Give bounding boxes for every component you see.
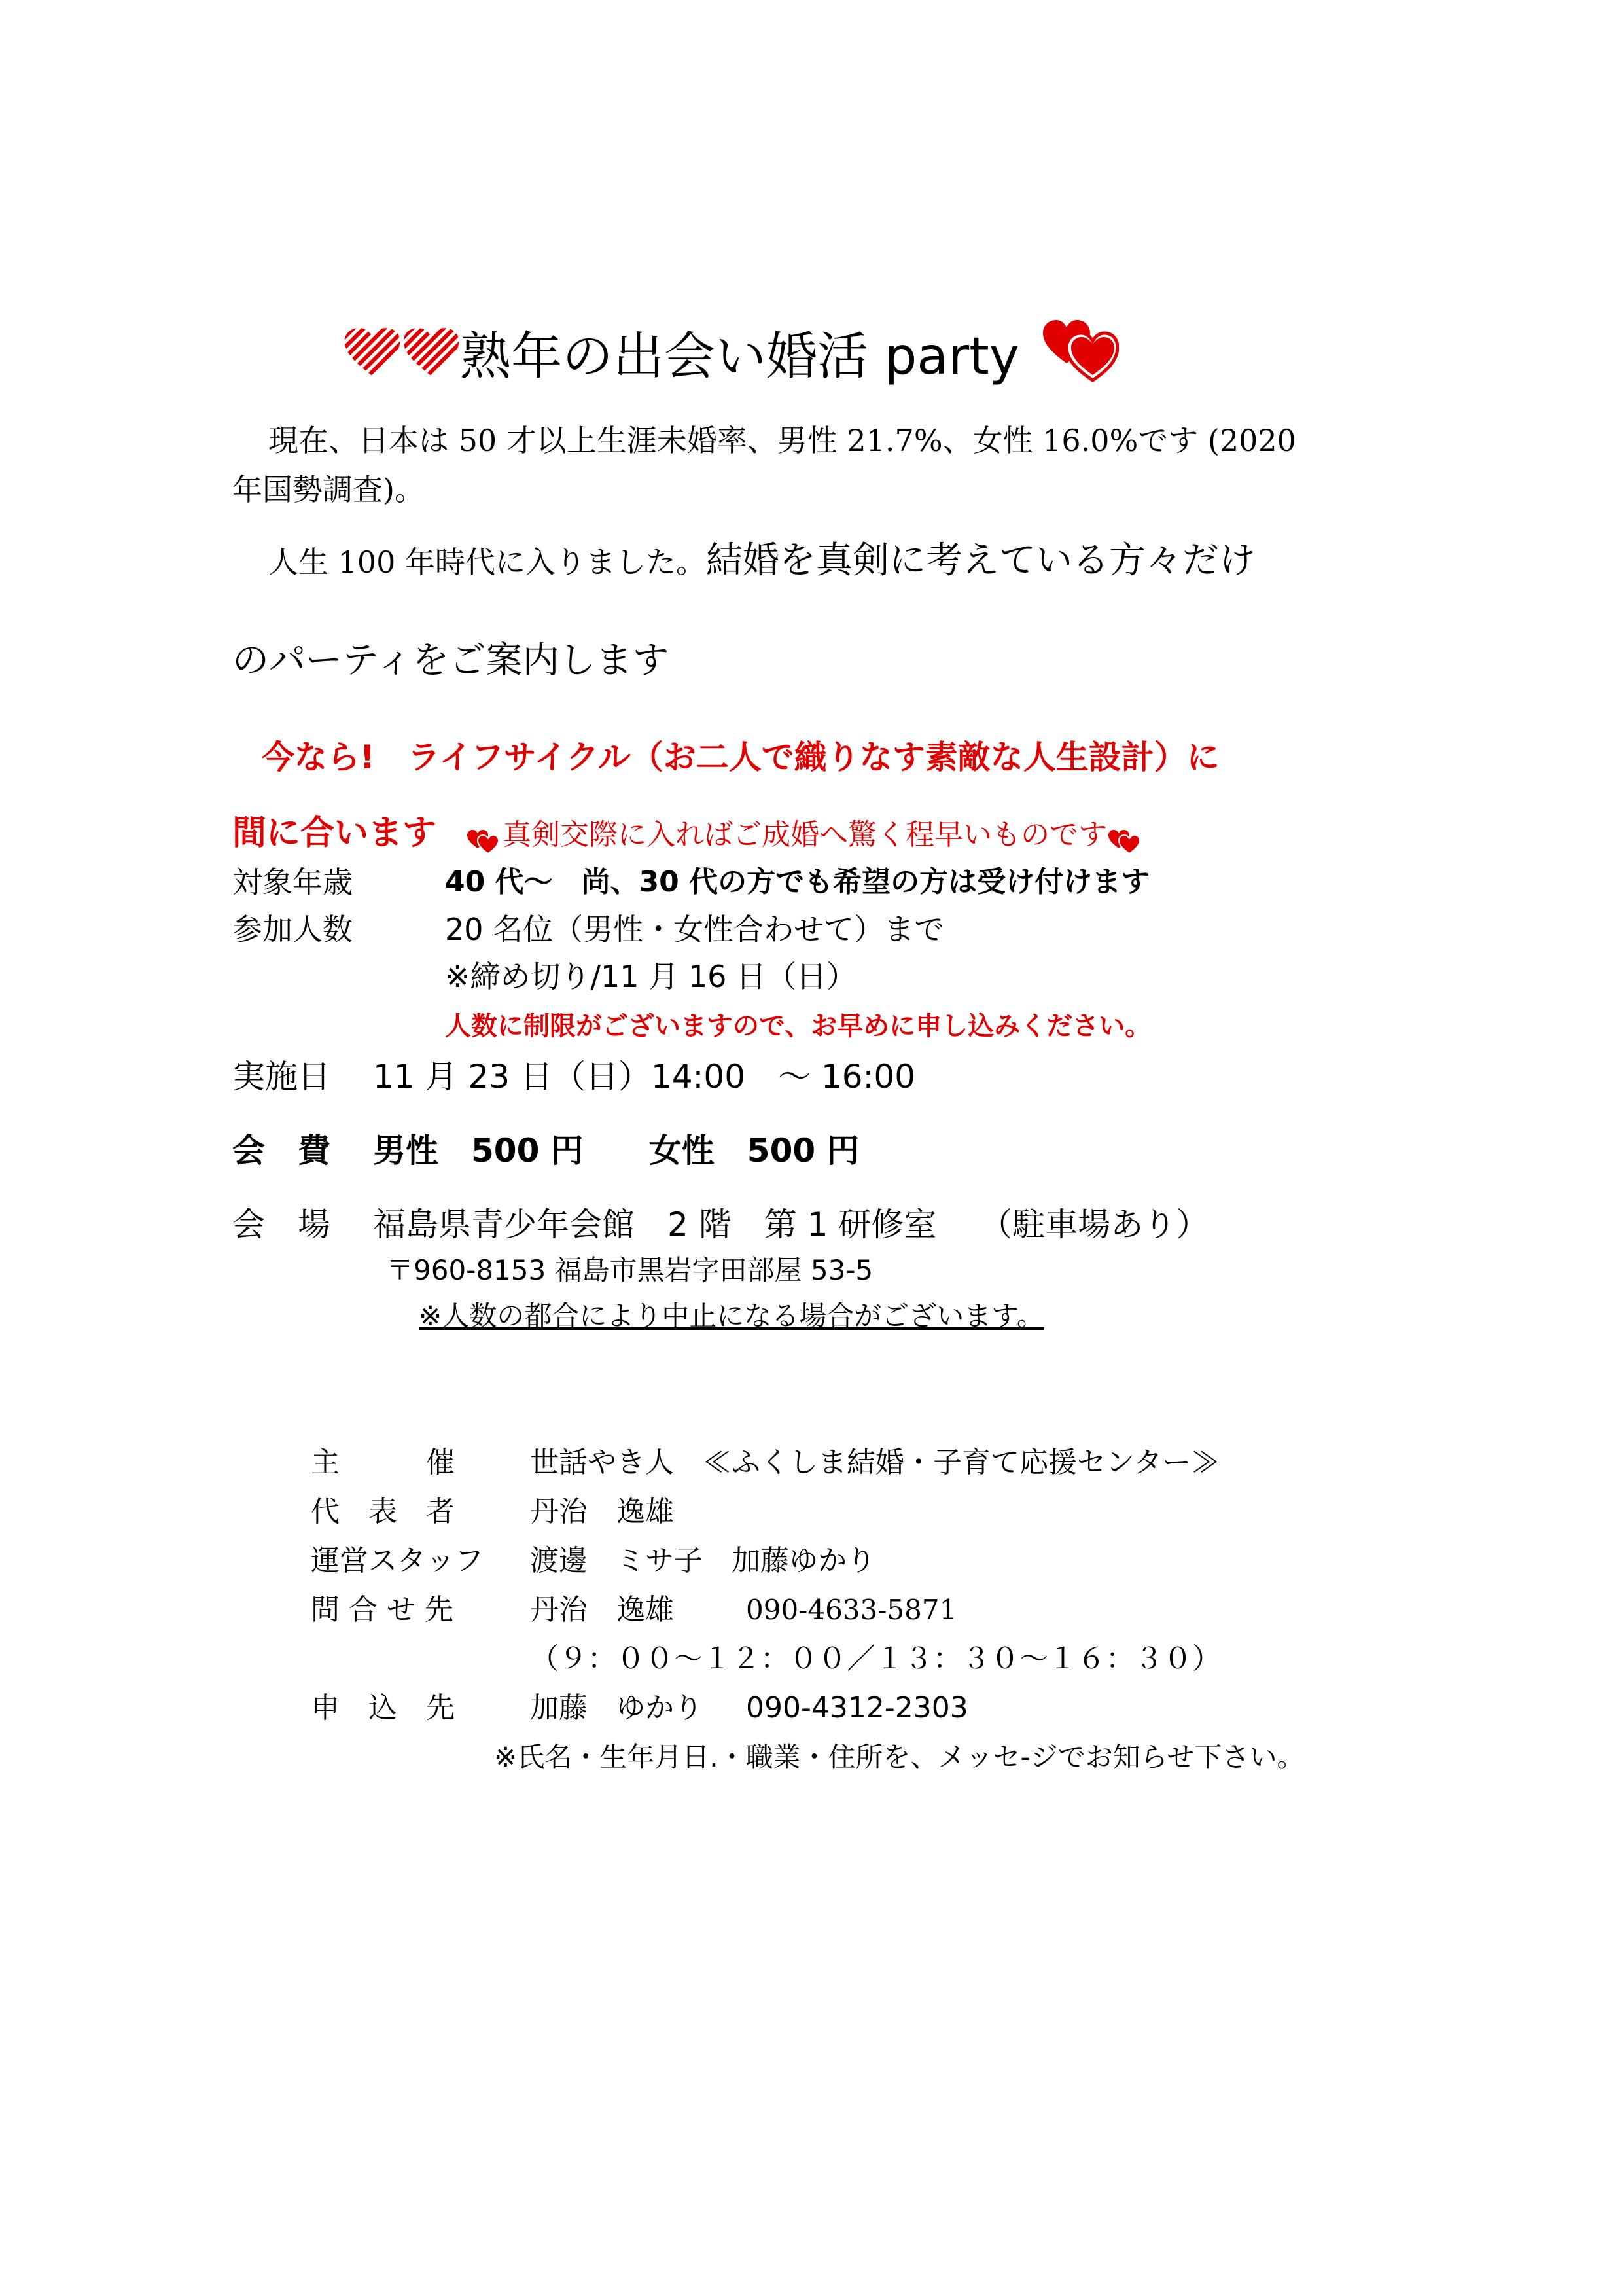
limit-note: 人数に制限がございますので、お早めに申し込みください。 [445, 1011, 1152, 1041]
address: 〒960-8153 福島市黒岩字田部屋 53-5 [386, 1254, 874, 1286]
intro-line-3 [268, 538, 1256, 592]
age-label: 対象年歳 [232, 865, 353, 900]
contact-name: 丹治 逸雄 [530, 1593, 674, 1626]
staff-value: 渡邊 ミサ子 加藤ゆかり [530, 1544, 875, 1577]
page-title: 熟年の出会い婚活 party [460, 327, 1019, 386]
staff-label: 運営スタッフ [311, 1544, 484, 1577]
cancel-note: ※人数の都合により中止になる場合がございます。 [419, 1300, 1044, 1332]
rep-value: 丹治 逸雄 [530, 1495, 674, 1528]
venue-value: 福島県青少年会館 2 階 第 1 研修室 （駐車場あり） [373, 1206, 1209, 1244]
striped-heart-icon [344, 327, 401, 379]
promo-line-2 [232, 810, 1144, 864]
deadline: ※締め切り/11 月 16 日（日） [445, 959, 856, 994]
fee-label: 会 費 [232, 1132, 330, 1170]
intro-line-4: のパーティをご案内します [232, 639, 669, 682]
host-value: 世話やき人 ≪ふくしま結婚・子育て応援センター≫ [530, 1446, 1220, 1479]
promo-line-1: 今なら! ライフサイクル（お二人で織りなす素敵な人生設計）に [262, 738, 1220, 776]
promo-line-2b: 真剣交際に入ればご成婚へ驚く程早いものです [503, 818, 1108, 852]
intro-line-1: 現在、日本は 50 才以上生涯未婚率、男性 21.7%、女性 16.0%です (2020 [268, 423, 1296, 458]
count-value: 20 名位（男性・女性合わせて）まで [445, 912, 945, 947]
apply-note: ※氏名・生年月日.・職業・住所を、メッセ-ジでお知らせ下さい。 [494, 1741, 1305, 1773]
double-heart-icon [1040, 317, 1119, 383]
intro-line-2: 年国勢調査)。 [232, 472, 425, 507]
rep-label: 代 表 者 [311, 1495, 455, 1528]
date-value: 11 月 23 日（日）14:00 ～ 16:00 [373, 1058, 916, 1096]
striped-heart-icon [402, 327, 460, 379]
apply-label: 申 込 先 [311, 1691, 455, 1725]
host-label: 主 催 [311, 1446, 455, 1479]
date-label: 実施日 [232, 1058, 330, 1096]
apply-phone: 090-4312-2303 [746, 1691, 968, 1725]
small-heart-icon [466, 829, 503, 855]
intro-line-3a: 人生 100 年時代に入りました。 [268, 545, 707, 580]
fee-value: 男性 500 円 女性 500 円 [373, 1132, 860, 1170]
apply-name: 加藤 ゆかり [530, 1691, 703, 1725]
contact-hours: （９：００～１２：００／１３：３０～１６：３０） [530, 1642, 1221, 1676]
count-label: 参加人数 [232, 912, 353, 947]
age-value: 40 代～ 尚、30 代の方でも希望の方は受け付けます [445, 865, 1150, 899]
contact-phone: 090-4633-5871 [746, 1594, 957, 1626]
small-heart-icon [1107, 829, 1144, 855]
contact-label: 問 合 せ 先 [311, 1593, 453, 1626]
venue-label: 会 場 [232, 1206, 330, 1244]
intro-line-3b: 結婚を真剣に考えている方々だけ [706, 539, 1256, 582]
promo-line-2a: 間に合います [232, 814, 437, 853]
